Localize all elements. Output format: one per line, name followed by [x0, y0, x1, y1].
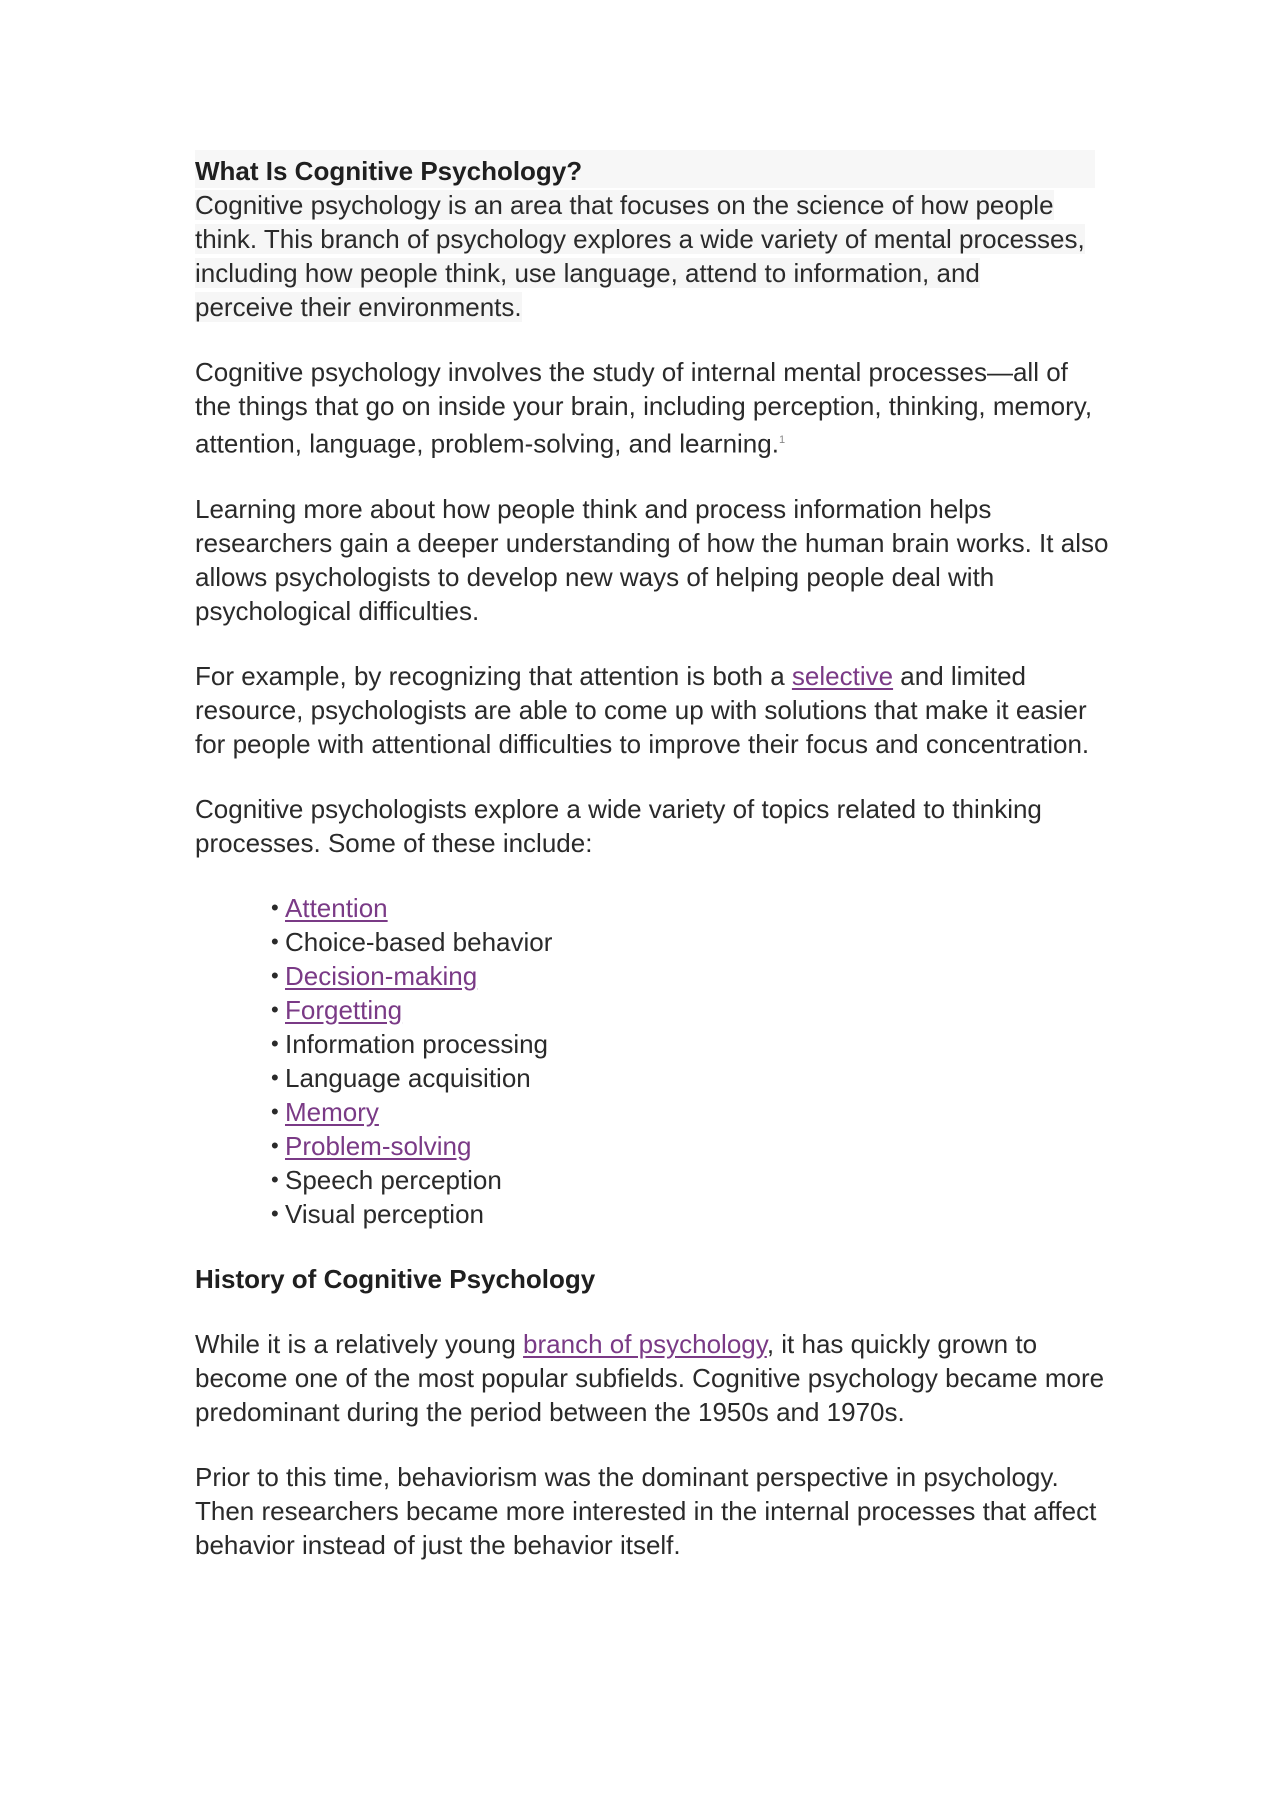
footnote-marker[interactable]: 1 — [778, 434, 786, 446]
paragraph-example-before: For example, by recognizing that attention is both a — [195, 660, 792, 691]
link-branch-of-psychology[interactable]: branch of psychology — [523, 1328, 767, 1359]
intro-block — [195, 150, 1110, 324]
topic-list-item — [271, 925, 1110, 959]
intro-line-4: perceive their environments. — [195, 292, 522, 322]
topic-list — [195, 891, 1110, 1231]
topic-link[interactable]: Decision-making — [285, 960, 478, 991]
section-heading-history: History of Cognitive Psychology — [195, 1263, 596, 1294]
topic-list-item — [271, 1197, 1110, 1231]
paragraph-example — [195, 659, 1110, 761]
intro-paragraph — [195, 188, 1110, 324]
bullet-icon: • — [271, 1200, 279, 1226]
topic-link[interactable]: Attention — [285, 892, 388, 923]
link-selective[interactable]: selective — [791, 660, 894, 691]
topic-list-item — [271, 1061, 1110, 1095]
bullet-icon: • — [271, 1132, 279, 1158]
topic-list-item[interactable] — [271, 959, 1110, 993]
paragraph-mental-processes — [195, 355, 1110, 461]
topic-label: Choice-based behavior — [285, 926, 553, 957]
topic-link[interactable]: Memory — [285, 1096, 379, 1127]
bullet-icon: • — [271, 894, 279, 920]
intro-line-1: Cognitive psychology is an area that focuses on the science of how people — [195, 190, 1054, 220]
topic-list-item — [271, 1163, 1110, 1197]
article-content — [195, 150, 1110, 1562]
bullet-icon: • — [271, 1030, 279, 1056]
bullet-icon: • — [271, 962, 279, 988]
paragraph-history-after: , it has quickly grown to become one of the most popular subfields. Cognitive psychology became more predominant during the period between the 1950s and 1970s. — [195, 1328, 1105, 1427]
paragraph-history-before: While it is a relatively young — [195, 1328, 524, 1359]
paragraph-mental-processes-text: Cognitive psychology involves the study of internal mental processes—all of the things that go on inside your brain, including perception, thinking, memory, attention, language, problem-solving, and learning. — [195, 357, 1093, 459]
intro-line-3: including how people think, use language, attend to information, and — [195, 258, 980, 288]
topic-label: Visual perception — [285, 1198, 484, 1229]
topic-label: Speech perception — [285, 1164, 502, 1195]
bullet-icon: • — [271, 1098, 279, 1124]
bullet-icon: • — [271, 928, 279, 954]
topic-list-item[interactable] — [271, 891, 1110, 925]
paragraph-topics-intro: Cognitive psychologists explore a wide variety of topics related to thinking processes. Some of these include: — [195, 793, 1042, 858]
paragraph-learning-more: Learning more about how people think and process information helps researchers gain a deeper understanding of how the human brain works. It also allows psychologists to develop new ways of helping people deal with psychological difficulties. — [195, 493, 1109, 626]
topic-label: Information processing — [285, 1028, 549, 1059]
topic-link[interactable]: Forgetting — [285, 994, 403, 1025]
section-heading-what-is: What Is Cognitive Psychology? — [195, 150, 1095, 188]
paragraph-history-behaviorism: Prior to this time, behaviorism was the dominant perspective in psychology. Then researchers became more interested in the internal processes that affect behavior instead of just the behavior itself. — [195, 1461, 1097, 1560]
intro-line-2: think. This branch of psychology explores a wide variety of mental processes, — [195, 224, 1085, 254]
bullet-icon: • — [271, 1064, 279, 1090]
topic-list-item[interactable] — [271, 1095, 1110, 1129]
topic-list-item[interactable] — [271, 993, 1110, 1027]
bullet-icon: • — [271, 1166, 279, 1192]
paragraph-history-young — [195, 1327, 1110, 1429]
paragraph-example-after: and limited resource, psychologists are able to come up with solutions that make it easier for people with attentional difficulties to improve their focus and concentration. — [195, 660, 1090, 759]
topic-label: Language acquisition — [285, 1062, 531, 1093]
topic-link[interactable]: Problem-solving — [285, 1130, 472, 1161]
topic-list-item — [271, 1027, 1110, 1061]
topic-list-item[interactable] — [271, 1129, 1110, 1163]
bullet-icon: • — [271, 996, 279, 1022]
